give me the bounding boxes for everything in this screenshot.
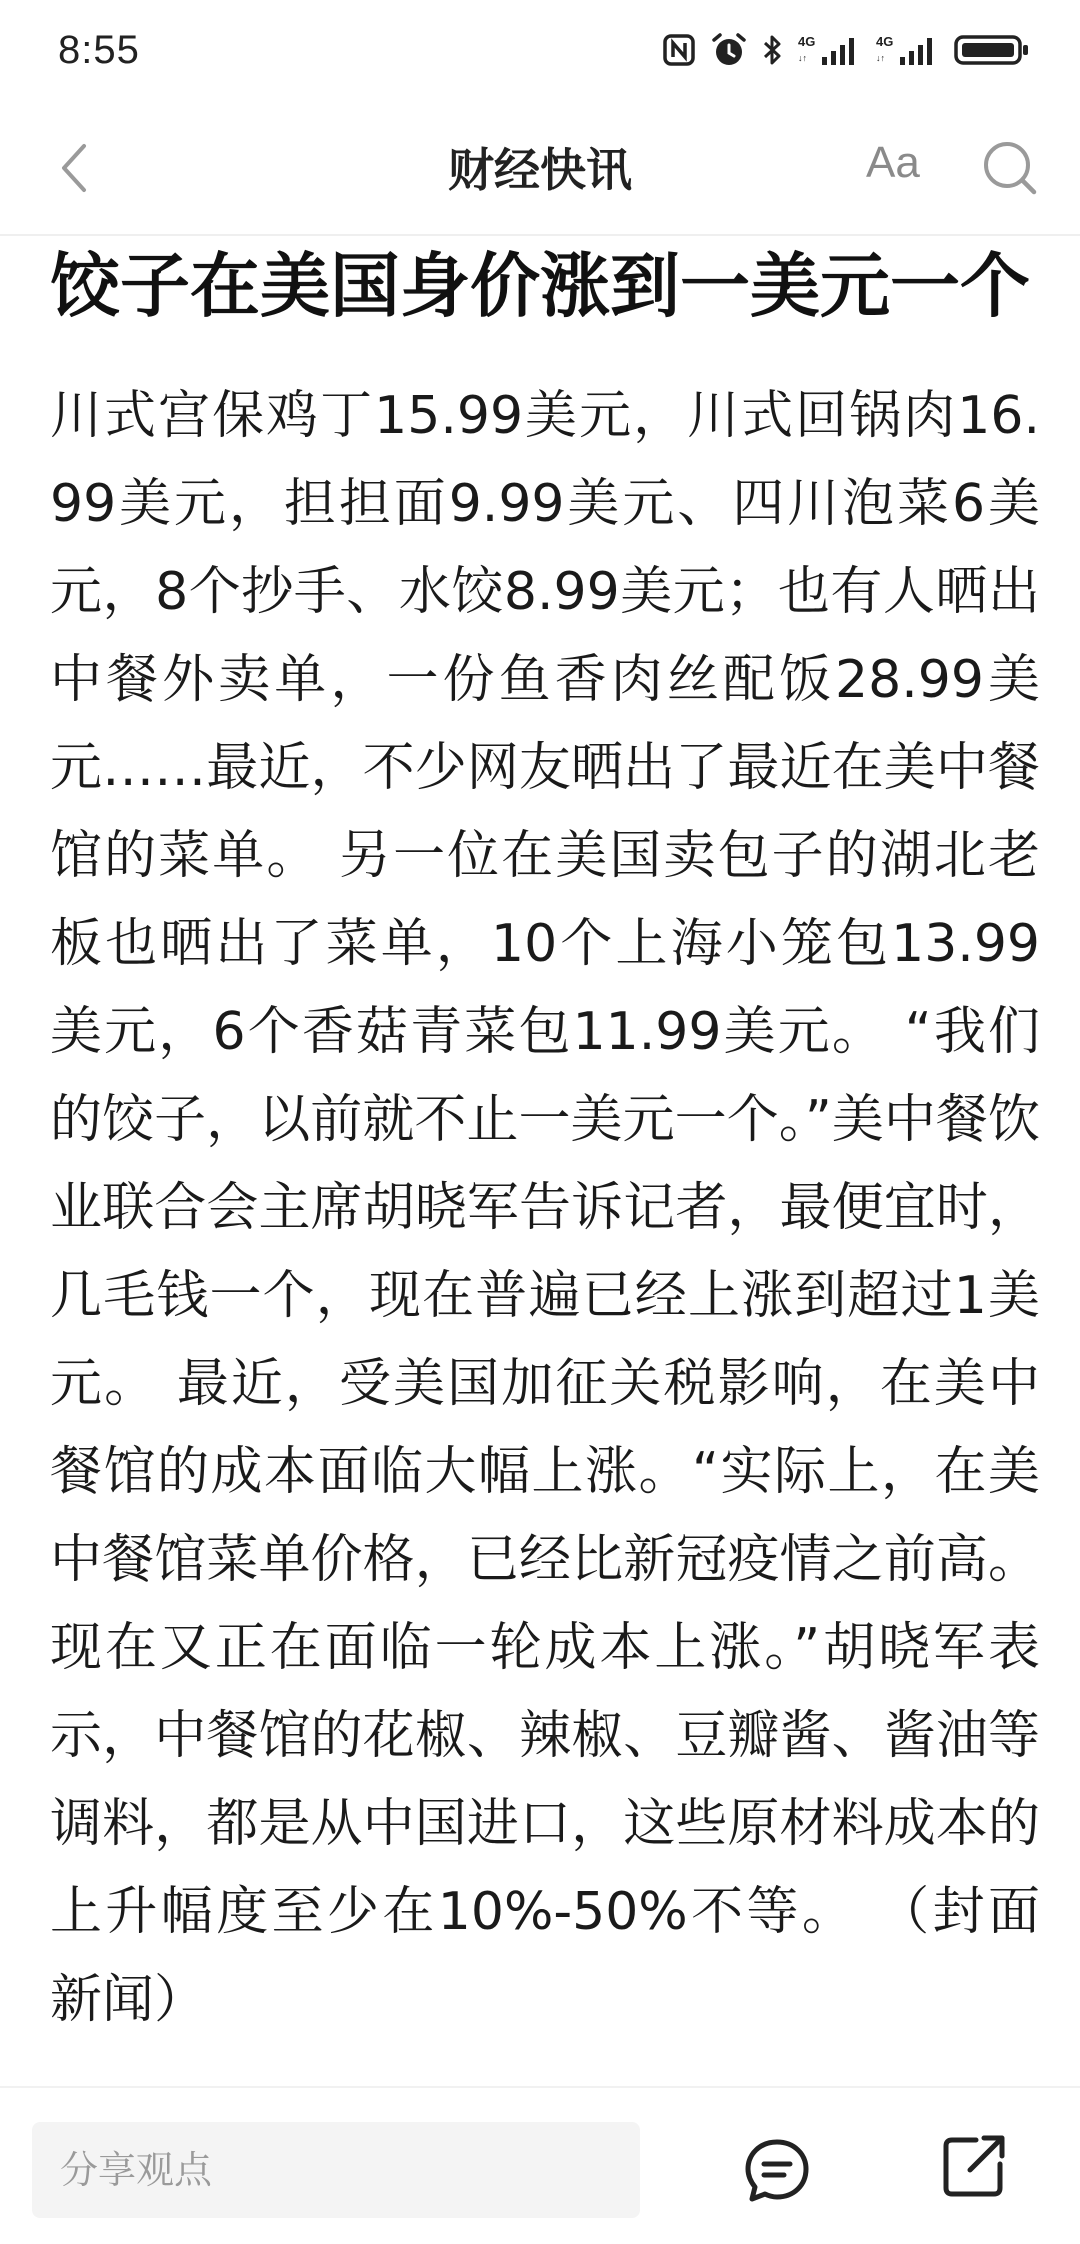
status-icons — [662, 32, 1030, 68]
comment-button[interactable] — [742, 2136, 812, 2206]
forward-icon — [938, 2132, 1008, 2202]
search-icon — [978, 136, 1042, 200]
nfc-icon — [662, 33, 696, 67]
signal-4g-icon — [876, 33, 940, 67]
article-body: 川式宫保鸡丁15.99美元，川式回锅肉16.99美元，担担面9.99美元、四川泡菜6美元，8个抄手、水饺8.99美元；也有人晒出中餐外卖单，一份鱼香肉丝配饭28.99美元……最近，不少网友晒出了最近在美中餐馆的菜单。 另一位在美国卖包子的湖北老板也晒出了菜单，10个上海小笼包13.99美元，6个香菇青菜包11.99美元。 “我们的饺子，以前就不止一美元一个。”美中餐饮业联合会主席胡晓军告诉记者，最便宜时，几毛钱一个，现在普遍已经上涨到超过1美元。 最近，受美国加征关税影响，在美中餐馆的成本面临大幅上涨。“实际上，在美中餐馆菜单价格，已经比新冠疫情之前高。现在又正在面临一轮成本上涨。”胡晓军表示，中餐馆的花椒、辣椒、豆瓣酱、酱油等调料，都是从中国进口，这些原材料成本的上升幅度至少在10%-50%不等。 （封面新闻） — [50, 386, 1040, 2030]
signal-4g-icon — [798, 33, 862, 67]
svg-text:↓↑: ↓↑ — [798, 53, 807, 63]
status-bar — [0, 0, 1080, 100]
battery-icon — [954, 33, 1030, 67]
nav-bar — [0, 100, 1080, 236]
page-title: 财经快讯 — [448, 143, 632, 197]
forward-button[interactable] — [938, 2132, 1008, 2202]
comment-icon — [742, 2136, 812, 2206]
search-button[interactable] — [978, 136, 1042, 200]
article-headline: 饺子在美国身价涨到一美元一个 — [50, 245, 1030, 327]
article — [50, 236, 1040, 2044]
share-opinion-input[interactable] — [32, 2122, 640, 2218]
font-size-button[interactable]: Aa — [866, 138, 920, 187]
status-time: 8:55 — [58, 27, 140, 72]
svg-text:4G: 4G — [798, 34, 816, 49]
svg-text:4G: 4G — [876, 34, 894, 49]
bottom-bar — [0, 2086, 1080, 2244]
svg-text:↓↑: ↓↑ — [876, 53, 885, 63]
bluetooth-icon — [762, 33, 784, 67]
alarm-icon — [710, 32, 748, 68]
